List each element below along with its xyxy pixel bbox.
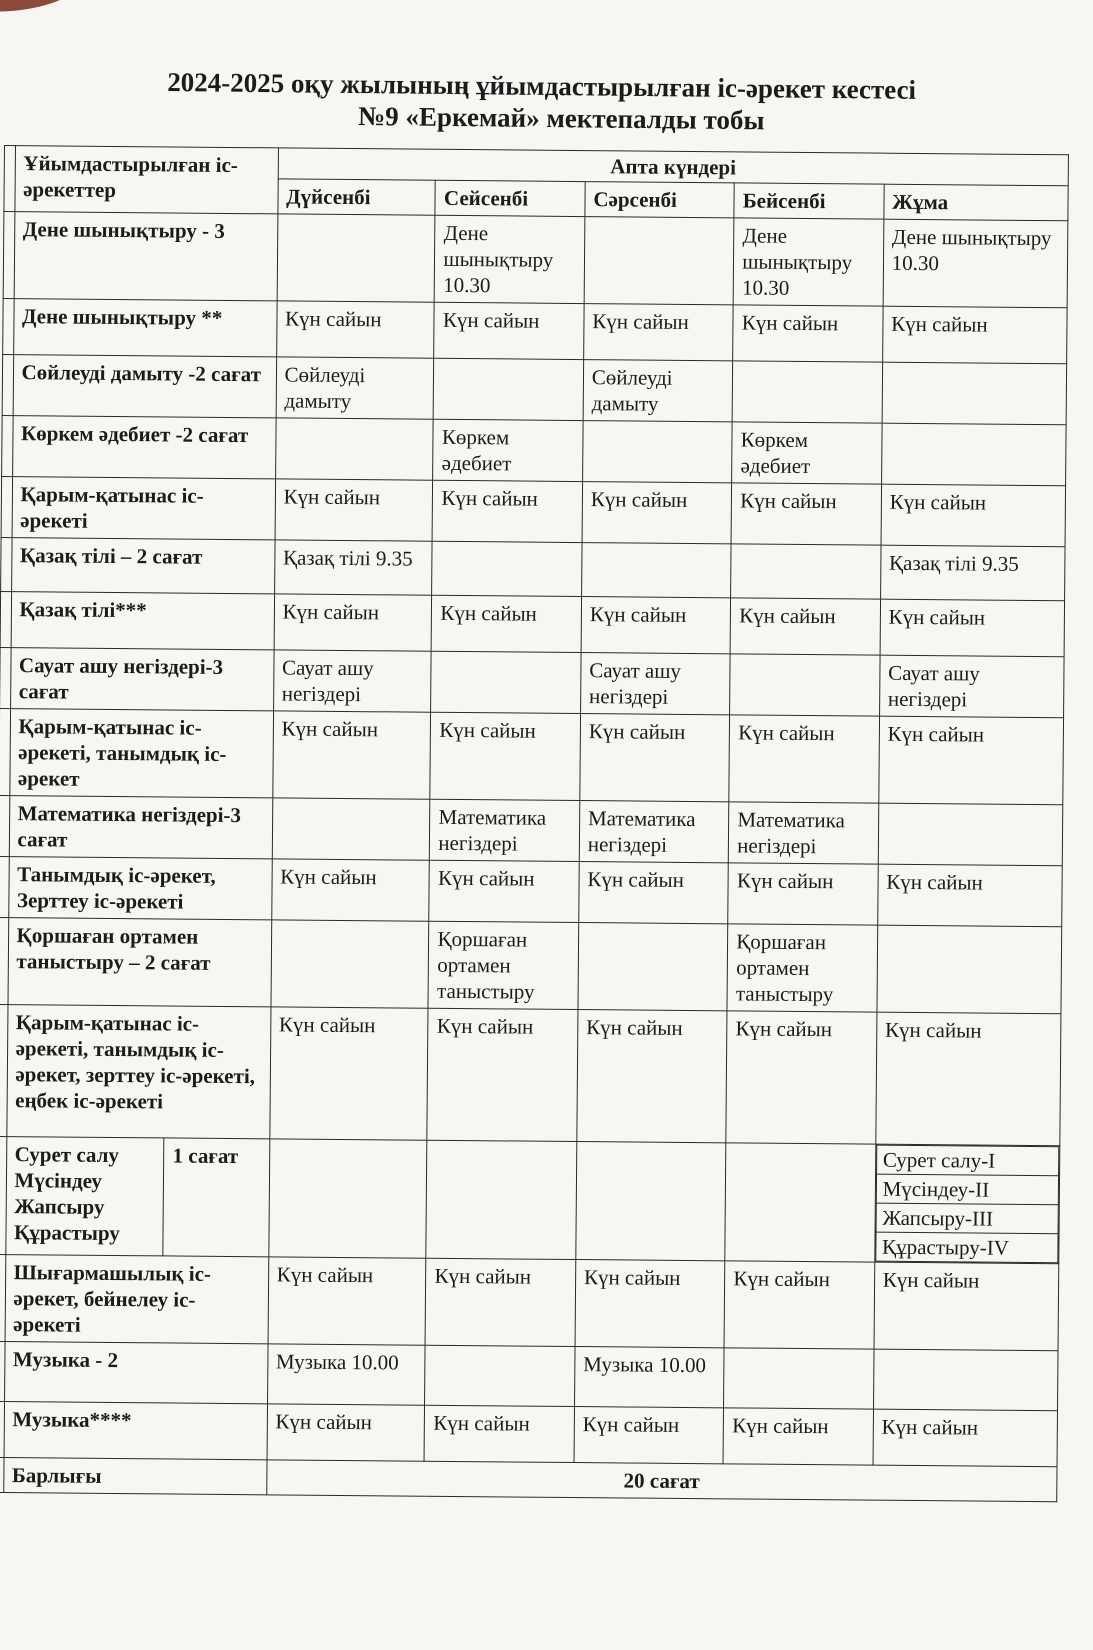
activity-cell: Танымдық іс-әрекет, Зерттеу іс-әрекеті (8, 857, 272, 920)
schedule-cell (277, 214, 436, 302)
schedule-cell: Күн сайын (882, 306, 1067, 364)
schedule-cell: Көркем әдебиет (433, 419, 583, 481)
title-line-1: 2024-2025 оқу жылының ұйымдастырылған іс-әрекет кестесі (167, 67, 917, 105)
day-header: Бейсенбі (734, 183, 884, 219)
schedule-cell: Көркем әдебиет (732, 422, 882, 484)
table-row (0, 917, 1062, 1013)
schedule-cell (425, 1345, 575, 1406)
schedule-cell: Күн сайын (424, 1405, 574, 1462)
schedule-cell (877, 925, 1062, 1014)
edge-cell (3, 212, 14, 299)
activity-cell: Қарым-қатынас іс-әрекеті, танымдық іс-әрекет, зерттеу іс-әрекеті, еңбек іс-әрекеті (6, 1005, 270, 1139)
schedule-cell: Математика негіздері (430, 799, 580, 861)
day-header: Сәрсенбі (585, 182, 735, 218)
schedule-cell (584, 217, 734, 305)
schedule-cell: Қоршаған ортамен таныстыру (727, 924, 877, 1012)
schedule-cell: Математика негіздері (579, 801, 729, 863)
schedule-cell (724, 1348, 874, 1409)
table-row (0, 708, 1064, 804)
schedule-cell: Күн сайын (272, 711, 431, 799)
schedule-cell (271, 920, 430, 1008)
schedule-cell: Күн сайын (427, 1008, 578, 1141)
schedule-cell: Күн сайын (430, 712, 580, 800)
schedule-cell: Музыка 10.00 (574, 1347, 724, 1408)
schedule-cell: Күн сайын (730, 598, 880, 655)
document-title (0, 64, 1093, 139)
week-header: Апта күндері (278, 148, 1069, 186)
activity-cell: Қарым-қатынас іс-әрекеті, танымдық іс-әрекет (9, 709, 273, 798)
table-row (3, 212, 1068, 308)
schedule-cell: Күн сайын (881, 484, 1066, 547)
schedule-cell: Күн сайын (728, 863, 878, 925)
schedule-cell: Күн сайын (581, 597, 731, 654)
friday-art-cell (874, 1144, 1059, 1264)
schedule-cell: Күн сайын (876, 1012, 1061, 1146)
activity-cell: Көркем әдебиет -2 сағат (12, 416, 276, 479)
table-row (0, 856, 1062, 926)
activity-cell: Қазақ тілі – 2 сағат (11, 538, 275, 594)
activity-cell: Математика негіздері-3 сағат (9, 796, 273, 859)
schedule-cell: Музыка 10.00 (267, 1344, 425, 1405)
schedule-table (0, 145, 1069, 1502)
schedule-cell (581, 543, 731, 598)
schedule-cell: Дене шынықтыру 10.30 (435, 215, 585, 303)
schedule-cell: Күн сайын (726, 1011, 877, 1144)
schedule-cell: Сауат ашу негіздері (879, 655, 1064, 718)
paper-corner-mark (0, 0, 82, 18)
schedule-cell: Күн сайын (269, 1007, 428, 1140)
schedule-cell (426, 1140, 576, 1259)
schedule-cell: Күн сайын (733, 305, 883, 362)
schedule-cell (434, 358, 584, 420)
schedule-cell: Күн сайын (267, 1404, 425, 1461)
schedule-cell: Күн сайын (579, 862, 729, 924)
schedule-cell (578, 923, 728, 1011)
schedule-cell: Күн сайын (580, 714, 730, 802)
schedule-cell: Күн сайын (729, 715, 879, 803)
corner-header: Ұйымдастырылған іс-әрекеттер (14, 146, 278, 214)
edge-cell (2, 354, 13, 415)
schedule-cell: Күн сайын (434, 302, 584, 359)
schedule-cell: Сөйлеуді дамыту (276, 357, 434, 419)
activity-cell: Музыка - 2 (4, 1342, 268, 1404)
table-row (1, 476, 1065, 546)
schedule-cell (582, 421, 732, 483)
table-row (0, 795, 1063, 865)
schedule-cell: Сөйлеуді дамыту (583, 360, 733, 422)
table-row (0, 1341, 1058, 1410)
schedule-cell: Күн сайын (574, 1407, 724, 1464)
title-line-2: №9 «Еркемай» мектепалды тобы (357, 101, 765, 136)
day-header: Сейсенбі (435, 180, 585, 216)
edge-cell (1, 476, 12, 537)
schedule-cell (731, 544, 881, 599)
table-row (3, 298, 1067, 363)
schedule-cell: Күн сайын (584, 304, 734, 361)
schedule-cell (882, 362, 1067, 425)
schedule-cell (275, 418, 433, 480)
total-value: 20 сағат (266, 1460, 1057, 1502)
schedule-cell (432, 541, 582, 596)
activity-cell: Шығармашылық іс-әрекет, бейнелеу іс-әрекеті (5, 1255, 269, 1344)
schedule-cell: Күн сайын (268, 1257, 427, 1345)
schedule-cell: Дене шынықтыру 10.30 (733, 218, 883, 306)
schedule-cell (725, 1143, 875, 1262)
edge-cell (4, 146, 15, 212)
schedule-cell (576, 1142, 726, 1261)
schedule-cell: Күн сайын (432, 480, 582, 542)
art-subject-item: Мүсіндеу-ІІ (876, 1174, 1059, 1205)
table-row (2, 415, 1066, 485)
header-row-1 (4, 146, 1068, 186)
schedule-cell (272, 798, 430, 860)
schedule-cell: Қазақ тілі 9.35 (274, 540, 432, 595)
activity-cell: Қоршаған ортамен таныстыру – 2 сағат (8, 918, 272, 1007)
table-row (0, 591, 1064, 656)
total-label: Барлығы (3, 1458, 266, 1495)
edge-cell (2, 415, 13, 476)
schedule-cell: Күн сайын (577, 1010, 728, 1143)
schedule-cell (881, 423, 1066, 486)
schedule-cell: Күн сайын (274, 594, 432, 651)
table-row (0, 647, 1064, 717)
activity-cell: Музыка**** (4, 1402, 268, 1460)
schedule-cell (873, 1349, 1058, 1411)
table-row (0, 1254, 1059, 1350)
schedule-cell: Күн сайын (582, 482, 732, 544)
activity-cell: Дене шынықтыру - 3 (14, 212, 278, 301)
schedule-cell: Күн сайын (874, 1262, 1059, 1351)
schedule-cell (431, 651, 581, 713)
art-activities-cell: Сурет салу Мүсіндеу Жапсыру Құрастыру (5, 1137, 164, 1256)
table-row (1, 537, 1065, 600)
activity-cell: Сауат ашу негіздері-3 сағат (10, 648, 274, 711)
edge-cell (0, 591, 11, 647)
schedule-cell: Күн сайын (432, 595, 582, 652)
art-subject-item: Құрастыру-IV (875, 1232, 1058, 1263)
schedule-cell: Күн сайын (271, 859, 429, 921)
schedule-cell (732, 361, 882, 423)
activity-cell: Қазақ тілі*** (11, 592, 275, 650)
schedule-cell: Дене шынықтыру 10.30 (883, 219, 1068, 308)
art-hours-cell: 1 сағат (163, 1138, 269, 1257)
schedule-cell: Сауат ашу негіздері (273, 650, 431, 712)
activity-cell: Дене шынықтыру ** (13, 299, 277, 357)
art-subject-item: Сурет салу-І (876, 1145, 1059, 1176)
schedule-cell: Математика негіздері (729, 802, 879, 864)
edge-cell (0, 647, 11, 708)
schedule-cell: Қоршаған ортамен таныстыру (428, 921, 578, 1009)
art-subjects-list (875, 1145, 1059, 1264)
schedule-cell: Қазақ тілі 9.35 (880, 545, 1065, 601)
schedule-cell: Күн сайын (873, 1409, 1058, 1467)
schedule-cell (878, 803, 1063, 866)
schedule-cell: Күн сайын (880, 599, 1065, 657)
schedule-cell: Күн сайын (276, 301, 434, 358)
schedule-cell: Күн сайын (425, 1258, 575, 1346)
edge-cell (1, 537, 12, 591)
schedule-cell: Күн сайын (575, 1260, 725, 1348)
schedule-cell: Күн сайын (724, 1261, 874, 1349)
schedule-cell (268, 1139, 427, 1258)
activity-cell: Қарым-қатынас іс-әрекеті (12, 477, 276, 540)
day-header: Жұма (884, 184, 1069, 221)
schedule-cell: Күн сайын (877, 864, 1062, 927)
day-header: Дүйсенбі (278, 179, 436, 215)
schedule-cell (730, 654, 880, 716)
schedule-cell: Сауат ашу негіздері (580, 653, 730, 715)
schedule-cell: Күн сайын (723, 1408, 873, 1465)
table-row (0, 1004, 1061, 1145)
table-row (2, 354, 1066, 424)
activity-cell: Сөйлеуді дамыту -2 сағат (13, 355, 277, 418)
schedule-cell: Күн сайын (731, 483, 881, 545)
edge-cell (3, 298, 14, 354)
art-row (0, 1136, 1060, 1263)
schedule-cell: Күн сайын (878, 716, 1063, 805)
schedule-cell: Күн сайын (429, 860, 579, 922)
schedule-cell: Күн сайын (275, 479, 433, 541)
art-subject-item: Жапсыру-ІІІ (876, 1203, 1059, 1234)
table-row (0, 1401, 1057, 1466)
